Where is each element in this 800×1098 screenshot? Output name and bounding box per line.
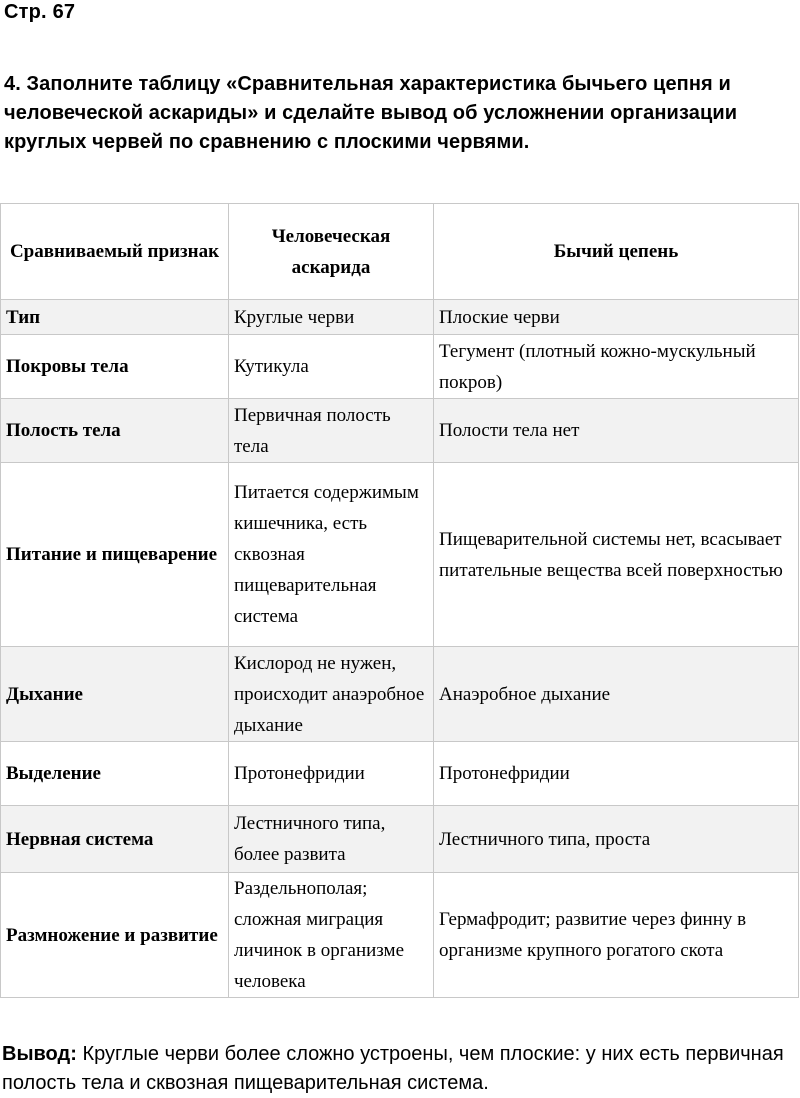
tapeworm-cell: Полости тела нет — [434, 399, 799, 463]
tapeworm-cell: Плоские черви — [434, 300, 799, 335]
feature-cell: Полость тела — [1, 399, 229, 463]
comparison-table — [0, 203, 799, 998]
tapeworm-cell: Тегумент (плотный кожно-мускульный покров) — [434, 335, 799, 399]
header-ascarid: Человеческая аскарида — [229, 204, 434, 300]
ascarid-cell: Первичная полость тела — [229, 399, 434, 463]
feature-cell: Нервная система — [1, 806, 229, 873]
table-header-row — [1, 204, 799, 300]
ascarid-cell: Протонефридии — [229, 742, 434, 806]
table-row — [1, 806, 799, 873]
ascarid-cell: Питается содержимым кишечника, есть сквозная пищеварительная система — [229, 463, 434, 647]
page-number: Стр. 67 — [4, 1, 76, 23]
tapeworm-cell: Гермафродит; развитие через финну в организме крупного рогатого скота — [434, 873, 799, 998]
conclusion-label: Вывод: — [2, 1043, 77, 1065]
tapeworm-cell: Анаэробное дыхание — [434, 647, 799, 742]
table-row — [1, 463, 799, 647]
conclusion-text: Круглые черви более сложно устроены, чем плоские: у них есть первичная полость тела и сквозная пищеварительная система. — [2, 1043, 784, 1094]
feature-cell: Покровы тела — [1, 335, 229, 399]
conclusion — [2, 1040, 798, 1098]
ascarid-cell: Круглые черви — [229, 300, 434, 335]
feature-cell: Выделение — [1, 742, 229, 806]
ascarid-cell: Кислород не нужен, происходит анаэробное дыхание — [229, 647, 434, 742]
task-statement: 4. Заполните таблицу «Сравнительная характеристика бычьего цепня и человеческой аскариды» и сделайте вывод об усложнении организации круглых червей по сравнению с плоскими червями. — [4, 73, 738, 153]
table-row — [1, 300, 799, 335]
feature-cell: Тип — [1, 300, 229, 335]
table-row — [1, 647, 799, 742]
tapeworm-cell: Лестничного типа, проста — [434, 806, 799, 873]
ascarid-cell: Раздельнополая; сложная миграция личинок в организме человека — [229, 873, 434, 998]
tapeworm-cell: Пищеварительной системы нет, всасывает питательные вещества всей поверхностью — [434, 463, 799, 647]
table-row — [1, 399, 799, 463]
table-row — [1, 335, 799, 399]
header-feature: Сравниваемый признак — [1, 204, 229, 300]
tapeworm-cell: Протонефридии — [434, 742, 799, 806]
header-tapeworm: Бычий цепень — [434, 204, 799, 300]
feature-cell: Дыхание — [1, 647, 229, 742]
ascarid-cell: Лестничного типа, более развита — [229, 806, 434, 873]
table-row — [1, 873, 799, 998]
ascarid-cell: Кутикула — [229, 335, 434, 399]
feature-cell: Питание и пищеварение — [1, 463, 229, 647]
feature-cell: Размножение и развитие — [1, 873, 229, 998]
table-row — [1, 742, 799, 806]
